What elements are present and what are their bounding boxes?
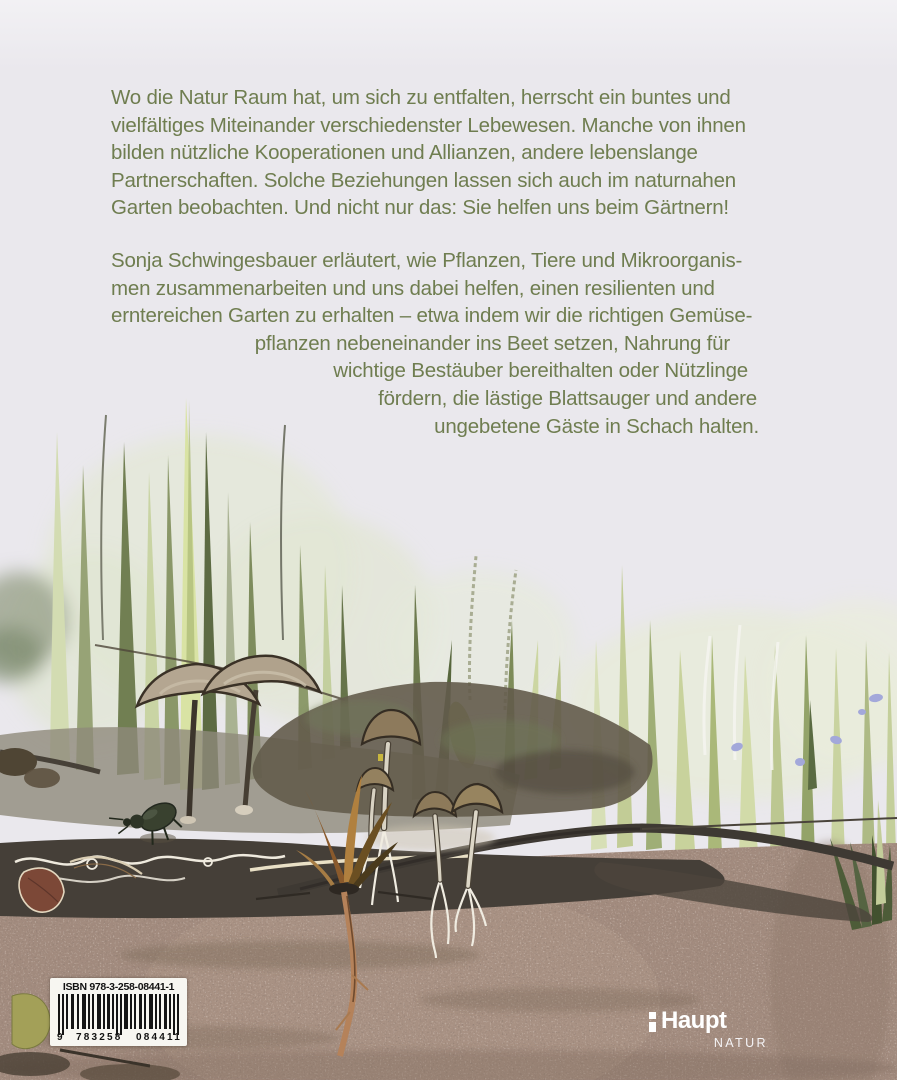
blurb-line: wichtige Bestäuber bereithalten oder Nützlinge bbox=[333, 359, 748, 383]
blurb-line: fördern, die lästige Blattsauger und andere bbox=[378, 386, 757, 410]
blurb-line: pflanzen nebeneinander ins Beet setzen, Nahrung für bbox=[254, 331, 730, 355]
blurb-line: Sonja Schwingesbauer erläutert, wie Pflanzen, Tiere und Mikroorganis- bbox=[111, 249, 743, 272]
blurb-line: bilden nützliche Kooperationen und Allianzen, andere lebenslange bbox=[111, 141, 698, 165]
isbn-digit-group: 783258 bbox=[75, 1032, 123, 1043]
isbn-label: ISBN 978-3-258-08441-1 bbox=[62, 981, 175, 993]
blurb-line: Partnerschaften. Solche Beziehungen lassen sich auch im naturnahen bbox=[111, 168, 736, 192]
author-paragraph bbox=[111, 247, 759, 440]
intro-paragraph bbox=[111, 84, 767, 222]
blurb-line: Wo die Natur Raum hat, um sich zu entfalten, herrscht ein buntes und bbox=[111, 86, 731, 109]
publisher-logo bbox=[649, 1009, 768, 1050]
blurb-line: ungebetene Gäste in Schach halten. bbox=[434, 414, 759, 438]
isbn-digit-group: 084411 bbox=[135, 1032, 182, 1043]
blurb-line: erntereichen Garten zu erhalten – etwa indem wir die richtigen Gemüse- bbox=[111, 304, 753, 328]
publisher-name: Haupt bbox=[661, 1007, 727, 1034]
blurb-line: men zusammenarbeiten und uns dabei helfen, einen resilienten und bbox=[111, 276, 715, 300]
blurb-line: vielfältiges Miteinander verschiedenster Lebewesen. Manche von ihnen bbox=[111, 113, 746, 137]
haupt-logo-mark-icon bbox=[649, 1012, 656, 1032]
blurb-line: Garten beobachten. Und nicht nur das: Sie helfen uns beim Gärtnern! bbox=[111, 196, 729, 220]
isbn-barcode-box bbox=[50, 978, 187, 1046]
isbn-digit-group: 9 bbox=[57, 1032, 63, 1043]
barcode-bars bbox=[58, 994, 179, 1036]
publisher-imprint: NATUR bbox=[713, 1036, 768, 1050]
isbn-digits bbox=[57, 1032, 182, 1043]
